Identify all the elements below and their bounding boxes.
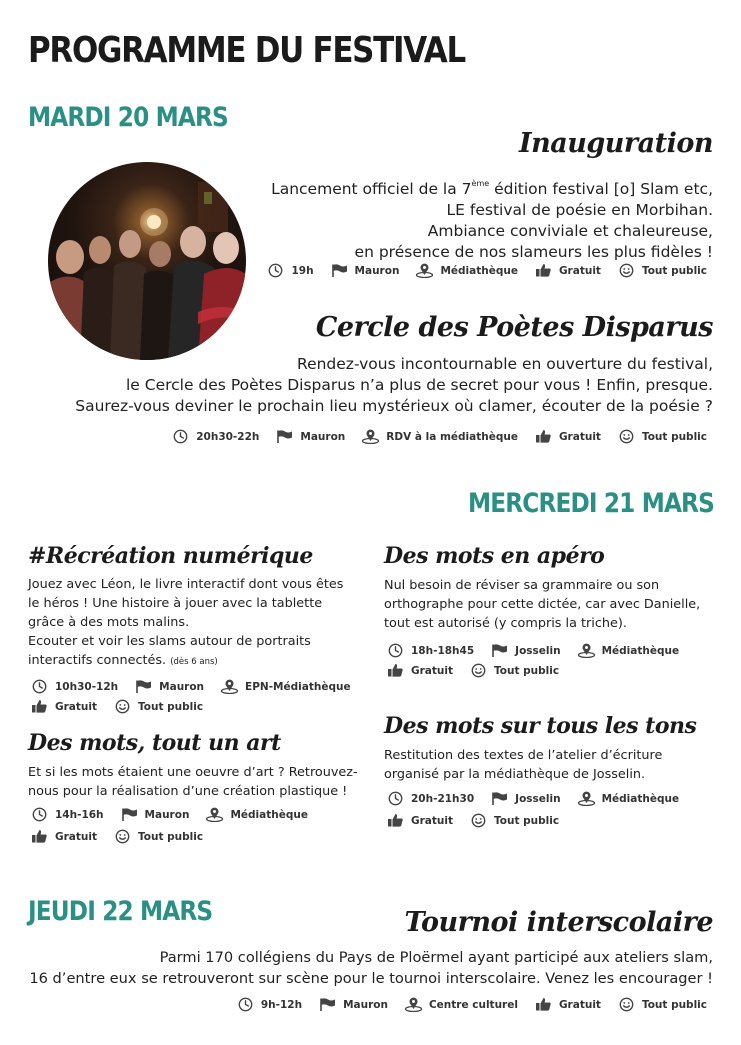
- meta-venue: [577, 791, 680, 806]
- meta-venue: [415, 263, 518, 278]
- meta-time-text: 9h-12h: [260, 998, 303, 1011]
- meta-time: [171, 429, 259, 444]
- day-heading-tuesday: MARDI 20 MARS: [28, 102, 228, 133]
- map-pin-icon: [205, 807, 224, 822]
- thumbs-up-icon: [534, 263, 553, 278]
- meta-price: [534, 263, 601, 278]
- meta-time-text: 10h30-12h: [55, 680, 119, 693]
- meta-price: [534, 429, 601, 444]
- event-meta-inauguration: [266, 263, 713, 278]
- meta-audience: [617, 429, 707, 444]
- event-meta-tons-row1: [386, 791, 685, 806]
- meta-time-text: 18h-18h45: [411, 644, 475, 657]
- thumbs-up-icon: [30, 829, 49, 844]
- meta-price-text: Gratuit: [558, 264, 601, 277]
- description-line: le Cercle des Poètes Disparus n’a plus de secret pour vous ! Enfin, presque.: [125, 376, 713, 394]
- description-line: en présence de nos slameurs les plus fidèles !: [354, 243, 713, 261]
- meta-place-text: Mauron: [144, 808, 190, 821]
- meta-time-text: 14h-16h: [55, 808, 104, 821]
- smiley-icon: [113, 829, 132, 844]
- meta-audience-text: Tout public: [641, 264, 707, 277]
- meta-place-text: Mauron: [343, 998, 388, 1011]
- smiley-icon: [617, 263, 636, 278]
- meta-price-text: Gratuit: [558, 430, 601, 443]
- thumbs-up-icon: [386, 663, 405, 678]
- flag-icon: [490, 643, 509, 658]
- event-description-recreation: [28, 575, 358, 672]
- meta-venue: [404, 997, 518, 1012]
- meta-price-text: Gratuit: [55, 830, 97, 843]
- event-title-recreation: #Récréation numérique: [28, 543, 313, 569]
- description-text: édition festival [o] Slam etc,: [489, 180, 713, 198]
- meta-place: [330, 263, 400, 278]
- map-pin-icon: [404, 997, 423, 1012]
- meta-audience: [617, 263, 707, 278]
- meta-venue: [220, 679, 351, 694]
- meta-place: [120, 807, 190, 822]
- meta-place: [275, 429, 345, 444]
- event-title-art: Des mots, tout un art: [28, 730, 281, 756]
- event-meta-recreation-row1: [30, 679, 357, 694]
- meta-price: [30, 829, 97, 844]
- meta-price: [534, 997, 601, 1012]
- description-line: LE festival de poésie en Morbihan.: [446, 201, 713, 219]
- meta-price: [386, 813, 453, 828]
- meta-price-text: Gratuit: [558, 998, 601, 1011]
- meta-venue-text: EPN-Médiathèque: [245, 680, 351, 693]
- meta-price: [386, 663, 453, 678]
- thumbs-up-icon: [534, 997, 553, 1012]
- clock-icon: [386, 643, 405, 658]
- meta-place-text: Mauron: [300, 430, 346, 443]
- age-note: (dès 6 ans): [170, 657, 218, 667]
- meta-audience-text: Tout public: [641, 430, 707, 443]
- flag-icon: [490, 791, 509, 806]
- description-paragraph: [28, 632, 358, 672]
- event-meta-cercle: [171, 429, 713, 444]
- clock-icon: [386, 791, 405, 806]
- clock-icon: [236, 997, 255, 1012]
- flag-icon: [318, 997, 337, 1012]
- meta-audience: [469, 663, 559, 678]
- meta-venue-text: Médiathèque: [440, 264, 518, 277]
- event-meta-apero-row1: [386, 643, 685, 658]
- meta-price-text: Gratuit: [55, 700, 97, 713]
- meta-place: [134, 679, 204, 694]
- meta-audience: [617, 997, 707, 1012]
- meta-audience: [469, 813, 559, 828]
- superscript: ème: [471, 179, 490, 188]
- event-description-cercle: [75, 354, 713, 417]
- meta-venue: [361, 429, 518, 444]
- meta-time: [386, 643, 474, 658]
- flag-icon: [330, 263, 349, 278]
- meta-audience-text: Tout public: [138, 700, 204, 713]
- thumbs-up-icon: [30, 699, 49, 714]
- flag-icon: [275, 429, 294, 444]
- description-line: Saurez-vous deviner le prochain lieu mystérieux où clamer, écouter de la poésie ?: [75, 397, 713, 415]
- description-line: Rendez-vous incontournable en ouverture du festival,: [297, 355, 713, 373]
- meta-place-text: Mauron: [159, 680, 205, 693]
- meta-place-text: Josselin: [515, 644, 561, 657]
- description-paragraph: Jouez avec Léon, le livre interactif dont vous êtes le héros ! Une histoire à jouer avec la tablette grâce à des mots malins.: [28, 577, 344, 630]
- event-description-tournoi: [29, 947, 713, 989]
- event-title-tournoi: Tournoi interscolaire: [404, 907, 713, 938]
- event-title-inauguration: Inauguration: [519, 128, 713, 159]
- meta-place-text: Mauron: [354, 264, 400, 277]
- meta-audience-text: Tout public: [138, 830, 204, 843]
- description-line: [271, 173, 713, 200]
- event-description-apero: Nul besoin de réviser sa grammaire ou son orthographe pour cette dictée, car avec Danielle, tout est autorisé (y compris la triche).: [384, 578, 701, 631]
- description-text: Ecouter et voir les slams autour de portraits interactifs connectés.: [28, 634, 311, 668]
- meta-audience-text: Tout public: [641, 998, 707, 1011]
- smiley-icon: [113, 699, 132, 714]
- meta-price: [30, 699, 97, 714]
- event-title-cercle: Cercle des Poètes Disparus: [315, 312, 713, 343]
- meta-time-text: 20h-21h30: [411, 792, 475, 805]
- meta-time: [30, 807, 104, 822]
- meta-venue: [577, 643, 680, 658]
- clock-icon: [171, 429, 190, 444]
- map-pin-icon: [577, 791, 596, 806]
- event-meta-apero-row2: [386, 663, 565, 678]
- clock-icon: [30, 679, 49, 694]
- meta-venue-text: Médiathèque: [230, 808, 308, 821]
- smiley-icon: [469, 813, 488, 828]
- meta-audience-text: Tout public: [494, 814, 560, 827]
- thumbs-up-icon: [386, 813, 405, 828]
- event-title-apero: Des mots en apéro: [384, 543, 605, 569]
- meta-place: [490, 791, 560, 806]
- page-title: PROGRAMME DU FESTIVAL: [28, 30, 465, 71]
- meta-venue-text: Médiathèque: [601, 792, 680, 805]
- description-line: Parmi 170 collégiens du Pays de Ploërmel ayant participé aux ateliers slam,: [159, 949, 713, 966]
- meta-price-text: Gratuit: [411, 664, 453, 677]
- meta-audience: [113, 829, 203, 844]
- clock-icon: [266, 263, 285, 278]
- flag-icon: [134, 679, 153, 694]
- meta-place: [490, 643, 560, 658]
- event-meta-tons-row2: [386, 813, 565, 828]
- meta-place-text: Josselin: [515, 792, 561, 805]
- meta-venue-text: RDV à la médiathèque: [386, 430, 518, 443]
- day-heading-thursday: JEUDI 22 MARS: [28, 896, 213, 927]
- meta-time: [30, 679, 118, 694]
- event-description-tons: Restitution des textes de l’atelier d’écriture organisé par la médiathèque de Josselin.: [384, 748, 663, 782]
- clock-icon: [30, 807, 49, 822]
- description-text: Lancement officiel de la 7: [271, 180, 472, 198]
- meta-audience-text: Tout public: [494, 664, 560, 677]
- smiley-icon: [469, 663, 488, 678]
- meta-time: [386, 791, 474, 806]
- event-meta-art-row1: [30, 807, 314, 822]
- event-meta-tournoi: [236, 997, 713, 1012]
- meta-place: [318, 997, 388, 1012]
- event-description-art: Et si les mots étaient une oeuvre d’art ? Retrouvez-nous pour la réalisation d’une création plastique !: [28, 765, 358, 799]
- meta-audience: [113, 699, 203, 714]
- event-meta-recreation-row2: [30, 699, 209, 714]
- audience-photo: [48, 162, 246, 360]
- meta-time-text: 19h: [291, 264, 314, 277]
- map-pin-icon: [577, 643, 596, 658]
- smiley-icon: [617, 997, 636, 1012]
- flag-icon: [120, 807, 139, 822]
- event-description-inauguration: [271, 173, 713, 263]
- meta-venue-text: Médiathèque: [601, 644, 680, 657]
- meta-time-text: 20h30-22h: [196, 430, 260, 443]
- event-title-tons: Des mots sur tous les tons: [384, 713, 697, 739]
- map-pin-icon: [415, 263, 434, 278]
- meta-time: [236, 997, 302, 1012]
- description-line: Ambiance conviviale et chaleureuse,: [427, 222, 713, 240]
- meta-price-text: Gratuit: [411, 814, 453, 827]
- description-line: 16 d’entre eux se retrouveront sur scène pour le tournoi interscolaire. Venez les encourager !: [29, 970, 713, 987]
- meta-venue: [205, 807, 308, 822]
- meta-time: [266, 263, 313, 278]
- map-pin-icon: [361, 429, 380, 444]
- thumbs-up-icon: [534, 429, 553, 444]
- event-meta-art-row2: [30, 829, 209, 844]
- day-heading-wednesday: MERCREDI 21 MARS: [468, 488, 714, 519]
- meta-venue-text: Centre culturel: [428, 998, 518, 1011]
- map-pin-icon: [220, 679, 239, 694]
- smiley-icon: [617, 429, 636, 444]
